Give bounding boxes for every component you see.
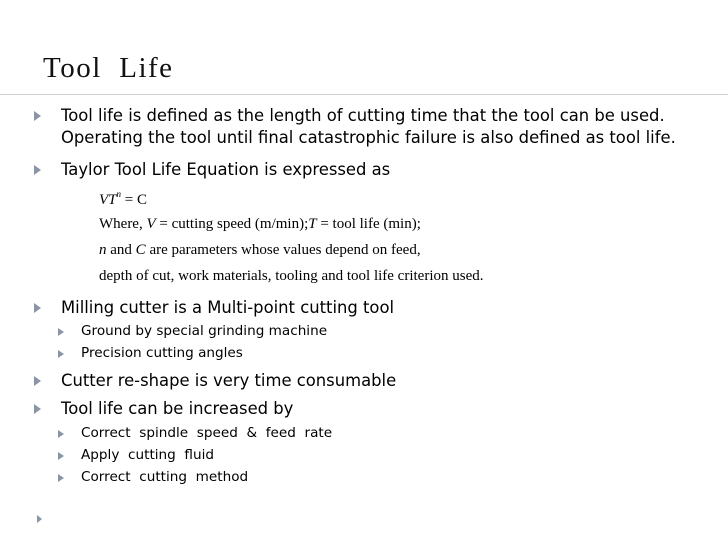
sub-bullet-text: Ground by special grinding machine [81,323,328,339]
bullet-arrow-icon [34,111,41,121]
eq-lhs: VT [99,192,117,208]
and-word: and [110,242,132,258]
equation-where-line [99,216,421,233]
var-t: T [308,216,317,232]
sub-bullet-text: Correct spindle speed & feed rate [81,425,333,441]
sub-bullet-arrow-icon [58,350,64,358]
bullet-text: Taylor Tool Life Equation is expressed as [61,160,391,179]
sub-bullet-arrow-icon [58,430,64,438]
where-prefix: Where, [99,216,143,232]
bullet-text: Milling cutter is a Multi-point cutting tool [61,298,395,317]
sub-bullet-text: Correct cutting method [81,469,249,485]
sub-bullet-text: Apply cutting fluid [81,447,215,463]
bullet-arrow-icon [34,404,41,414]
bullet-text-continued: Operating the tool until final catastrophic failure is also defined as tool life. [61,128,676,147]
bullet-arrow-icon [34,376,41,386]
eq-exponent: n [116,189,122,199]
taylor-equation [99,189,151,209]
sub-bullet-text: Precision cutting angles [81,345,243,361]
equation-params-line [99,242,421,259]
bullet-arrow-icon [34,165,41,175]
sub-bullet-arrow-icon [58,452,64,460]
sub-bullet-arrow-icon [58,328,64,336]
eq-rhs: = C [124,192,147,208]
sub-bullet-arrow-icon [58,474,64,482]
equation-last-line: depth of cut, work materials, tooling and tool life criterion used. [99,268,484,284]
var-v: V [146,216,156,232]
slide-corner-marker-icon [37,515,42,523]
slide-title: Tool Life [43,52,174,84]
where-tool-life: = tool life (min); [320,216,421,232]
bullet-text: Tool life can be increased by [61,399,294,418]
where-speed: = cutting speed (m/min); [159,216,309,232]
params-text: are parameters whose values depend on feed, [149,242,421,258]
title-divider [0,94,728,95]
var-c: C [135,242,146,258]
bullet-text: Cutter re-shape is very time consumable [61,371,397,390]
bullet-arrow-icon [34,303,41,313]
var-n: n [99,242,107,258]
bullet-text: Tool life is defined as the length of cutting time that the tool can be used. [61,106,665,125]
